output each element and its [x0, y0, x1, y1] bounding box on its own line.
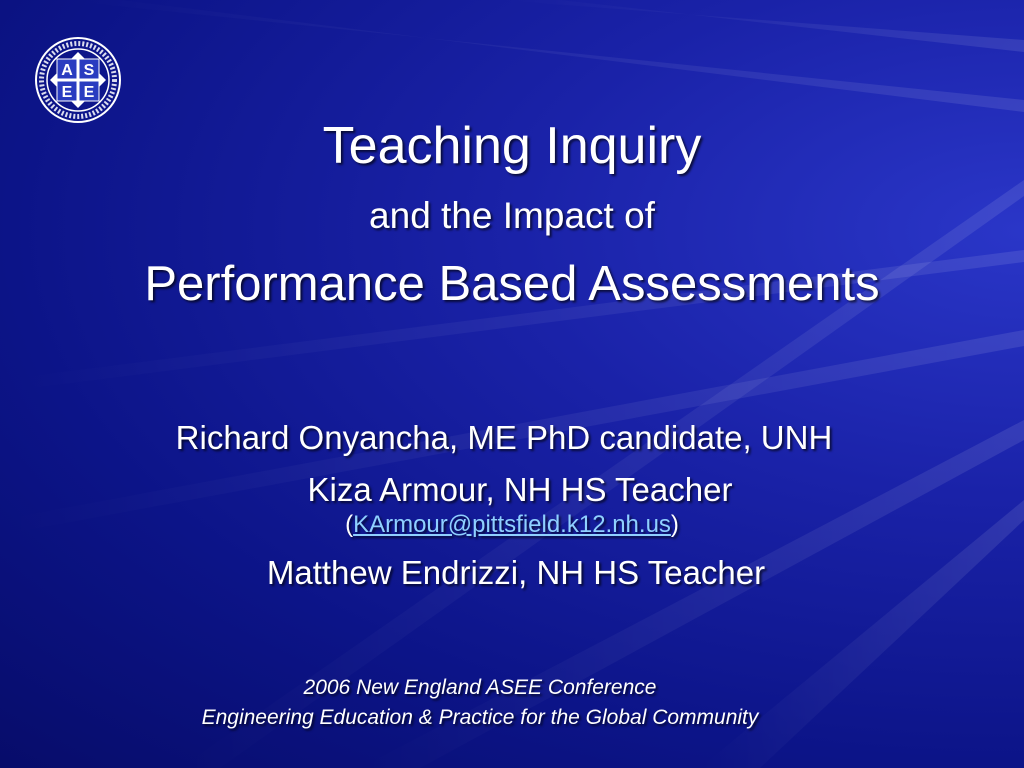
email-line	[0, 510, 1024, 540]
logo-letter-a: A	[61, 62, 73, 79]
conference-line-1: 2006 New England ASEE Conference	[303, 676, 657, 699]
conference-line-2: Engineering Education & Practice for the Global Community	[201, 706, 759, 729]
title-line-2: and the Impact of	[369, 195, 655, 236]
author-1: Richard Onyancha, ME PhD candidate, UNH	[175, 419, 833, 456]
email-link[interactable]: KArmour@pittsfield.k12.nh.us	[353, 511, 671, 538]
author-3: Matthew Endrizzi, NH HS Teacher	[266, 554, 766, 591]
title-line-1: Teaching Inquiry	[322, 117, 702, 175]
title-line-3: Performance Based Assessments	[144, 257, 880, 311]
asee-logo	[22, 36, 134, 124]
logo-letter-e2: E	[83, 84, 95, 101]
email-close-paren: )	[670, 511, 679, 538]
email-open-paren: (	[345, 511, 354, 538]
author-2: Kiza Armour, NH HS Teacher	[307, 471, 733, 508]
logo-letter-e1: E	[61, 84, 73, 101]
logo-letter-s: S	[83, 62, 95, 79]
